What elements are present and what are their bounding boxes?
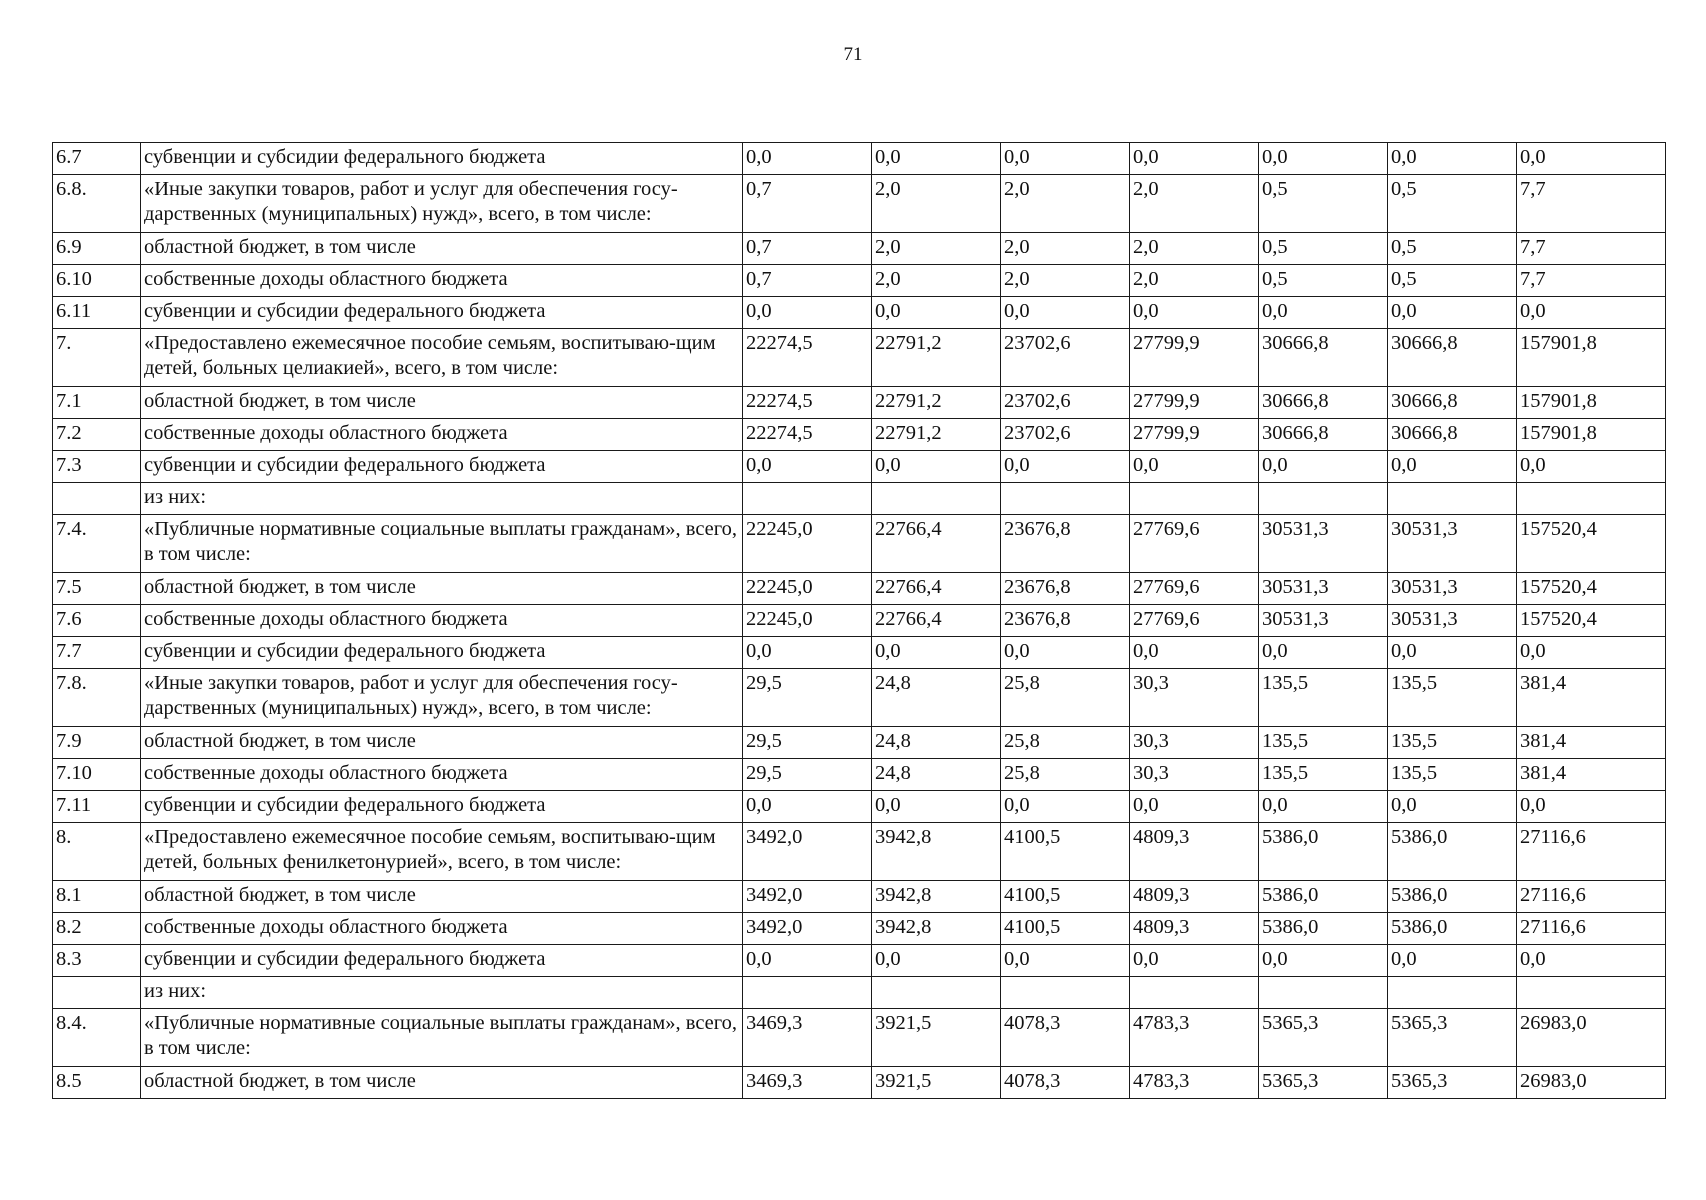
table-row	[53, 233, 1666, 265]
row-total-cell: 27116,6	[1517, 823, 1666, 881]
row-value-cell: 0,0	[1259, 451, 1388, 483]
row-value-cell	[743, 483, 872, 515]
row-total-cell: 27116,6	[1517, 881, 1666, 913]
row-value-cell: 30,3	[1130, 669, 1259, 727]
row-description-cell: собственные доходы областного бюджета	[141, 605, 743, 637]
table-row	[53, 727, 1666, 759]
row-description-cell: собственные доходы областного бюджета	[141, 265, 743, 297]
row-description-cell: областной бюджет, в том числе	[141, 881, 743, 913]
row-value-cell: 2,0	[1130, 233, 1259, 265]
row-value-cell: 0,0	[743, 451, 872, 483]
row-value-cell: 0,0	[1259, 297, 1388, 329]
row-value-cell: 30531,3	[1388, 515, 1517, 573]
row-value-cell	[1259, 483, 1388, 515]
row-value-cell: 3942,8	[872, 881, 1001, 913]
row-value-cell: 30,3	[1130, 727, 1259, 759]
row-total-cell: 26983,0	[1517, 1067, 1666, 1099]
row-value-cell: 4100,5	[1001, 913, 1130, 945]
row-value-cell: 2,0	[872, 175, 1001, 233]
table-row	[53, 1009, 1666, 1067]
row-value-cell: 2,0	[872, 265, 1001, 297]
table-row	[53, 515, 1666, 573]
row-value-cell: 24,8	[872, 759, 1001, 791]
row-total-cell	[1517, 977, 1666, 1009]
row-value-cell: 22245,0	[743, 605, 872, 637]
row-value-cell: 5365,3	[1259, 1009, 1388, 1067]
row-value-cell: 22274,5	[743, 387, 872, 419]
row-value-cell: 0,0	[1388, 297, 1517, 329]
row-value-cell: 0,7	[743, 233, 872, 265]
table-row	[53, 265, 1666, 297]
row-value-cell: 2,0	[1001, 233, 1130, 265]
table-row	[53, 483, 1666, 515]
row-code-cell: 7.2	[53, 419, 141, 451]
row-value-cell	[872, 483, 1001, 515]
row-value-cell: 3492,0	[743, 881, 872, 913]
row-value-cell: 24,8	[872, 669, 1001, 727]
row-description-cell: субвенции и субсидии федерального бюджета	[141, 637, 743, 669]
row-value-cell: 0,5	[1388, 175, 1517, 233]
table-row	[53, 419, 1666, 451]
row-code-cell: 7.1	[53, 387, 141, 419]
row-value-cell: 29,5	[743, 759, 872, 791]
table-body	[53, 143, 1666, 1099]
row-value-cell: 30531,3	[1259, 515, 1388, 573]
row-value-cell: 0,0	[1130, 945, 1259, 977]
row-code-cell	[53, 977, 141, 1009]
row-value-cell: 0,0	[1259, 637, 1388, 669]
row-code-cell	[53, 483, 141, 515]
row-value-cell: 3921,5	[872, 1009, 1001, 1067]
row-total-cell: 27116,6	[1517, 913, 1666, 945]
row-total-cell: 157901,8	[1517, 387, 1666, 419]
row-value-cell: 0,0	[1388, 451, 1517, 483]
row-description-cell: субвенции и субсидии федерального бюджета	[141, 945, 743, 977]
table-row	[53, 977, 1666, 1009]
row-value-cell: 4078,3	[1001, 1067, 1130, 1099]
row-total-cell: 157520,4	[1517, 515, 1666, 573]
row-description-cell: «Публичные нормативные социальные выплаты гражданам», всего, в том числе:	[141, 1009, 743, 1067]
row-value-cell: 24,8	[872, 727, 1001, 759]
row-description-cell: «Предоставлено ежемесячное пособие семьям, воспитываю-щим детей, больных фенилкетонурией», всего, в том числе:	[141, 823, 743, 881]
row-description-cell: из них:	[141, 483, 743, 515]
row-total-cell: 7,7	[1517, 175, 1666, 233]
row-value-cell: 22274,5	[743, 419, 872, 451]
row-value-cell: 25,8	[1001, 669, 1130, 727]
row-value-cell: 0,0	[1130, 451, 1259, 483]
row-code-cell: 7.9	[53, 727, 141, 759]
row-value-cell: 0,0	[872, 143, 1001, 175]
row-value-cell: 135,5	[1259, 727, 1388, 759]
row-value-cell: 29,5	[743, 727, 872, 759]
row-total-cell: 381,4	[1517, 727, 1666, 759]
row-code-cell: 7.8.	[53, 669, 141, 727]
row-value-cell: 0,0	[872, 297, 1001, 329]
row-value-cell	[1130, 977, 1259, 1009]
row-value-cell: 5386,0	[1388, 823, 1517, 881]
row-value-cell: 0,0	[872, 791, 1001, 823]
row-code-cell: 7.	[53, 329, 141, 387]
row-total-cell: 26983,0	[1517, 1009, 1666, 1067]
row-value-cell: 0,0	[743, 637, 872, 669]
row-value-cell	[872, 977, 1001, 1009]
row-value-cell: 5365,3	[1259, 1067, 1388, 1099]
row-value-cell: 0,0	[1388, 637, 1517, 669]
row-value-cell: 22274,5	[743, 329, 872, 387]
row-value-cell: 135,5	[1388, 759, 1517, 791]
row-value-cell: 25,8	[1001, 727, 1130, 759]
table-row	[53, 823, 1666, 881]
row-total-cell: 0,0	[1517, 791, 1666, 823]
row-code-cell: 6.9	[53, 233, 141, 265]
row-value-cell: 0,0	[1388, 791, 1517, 823]
row-value-cell: 0,5	[1388, 233, 1517, 265]
table-row	[53, 605, 1666, 637]
row-description-cell: областной бюджет, в том числе	[141, 233, 743, 265]
row-value-cell: 0,0	[1259, 143, 1388, 175]
row-value-cell	[1388, 977, 1517, 1009]
row-code-cell: 7.4.	[53, 515, 141, 573]
row-description-cell: субвенции и субсидии федерального бюджета	[141, 297, 743, 329]
row-total-cell: 7,7	[1517, 265, 1666, 297]
row-value-cell: 0,5	[1259, 265, 1388, 297]
row-description-cell: областной бюджет, в том числе	[141, 1067, 743, 1099]
row-code-cell: 8.	[53, 823, 141, 881]
row-code-cell: 6.8.	[53, 175, 141, 233]
row-value-cell: 4809,3	[1130, 823, 1259, 881]
row-value-cell: 0,0	[1001, 637, 1130, 669]
row-value-cell: 30531,3	[1259, 573, 1388, 605]
row-value-cell: 0,5	[1388, 265, 1517, 297]
row-value-cell: 27769,6	[1130, 605, 1259, 637]
row-value-cell: 4783,3	[1130, 1009, 1259, 1067]
row-value-cell: 30666,8	[1259, 419, 1388, 451]
row-value-cell: 25,8	[1001, 759, 1130, 791]
row-total-cell: 381,4	[1517, 669, 1666, 727]
row-value-cell: 5365,3	[1388, 1067, 1517, 1099]
row-value-cell: 30,3	[1130, 759, 1259, 791]
row-value-cell: 23702,6	[1001, 387, 1130, 419]
row-total-cell: 7,7	[1517, 233, 1666, 265]
table-row	[53, 637, 1666, 669]
row-total-cell: 157520,4	[1517, 573, 1666, 605]
table-row	[53, 573, 1666, 605]
row-total-cell: 0,0	[1517, 451, 1666, 483]
page-number: 71	[843, 44, 863, 65]
row-value-cell: 5386,0	[1259, 881, 1388, 913]
row-value-cell: 22766,4	[872, 605, 1001, 637]
row-value-cell: 0,0	[1388, 143, 1517, 175]
row-description-cell: из них:	[141, 977, 743, 1009]
row-code-cell: 7.5	[53, 573, 141, 605]
row-value-cell	[743, 977, 872, 1009]
row-total-cell: 0,0	[1517, 143, 1666, 175]
row-code-cell: 7.10	[53, 759, 141, 791]
row-description-cell: субвенции и субсидии федерального бюджета	[141, 143, 743, 175]
row-value-cell: 23676,8	[1001, 605, 1130, 637]
row-total-cell: 157520,4	[1517, 605, 1666, 637]
table-row	[53, 387, 1666, 419]
row-total-cell: 381,4	[1517, 759, 1666, 791]
row-value-cell: 23676,8	[1001, 573, 1130, 605]
row-value-cell: 3492,0	[743, 913, 872, 945]
row-value-cell: 3492,0	[743, 823, 872, 881]
row-value-cell: 30531,3	[1388, 605, 1517, 637]
row-value-cell: 22791,2	[872, 329, 1001, 387]
table-row	[53, 329, 1666, 387]
table-row	[53, 913, 1666, 945]
row-value-cell: 135,5	[1388, 669, 1517, 727]
row-value-cell: 4100,5	[1001, 823, 1130, 881]
row-value-cell: 22791,2	[872, 387, 1001, 419]
row-value-cell: 0,0	[872, 945, 1001, 977]
row-value-cell: 2,0	[1130, 175, 1259, 233]
row-value-cell: 22245,0	[743, 515, 872, 573]
row-code-cell: 6.7	[53, 143, 141, 175]
row-description-cell: «Публичные нормативные социальные выплаты гражданам», всего, в том числе:	[141, 515, 743, 573]
row-value-cell: 30666,8	[1388, 387, 1517, 419]
row-value-cell: 3469,3	[743, 1067, 872, 1099]
row-value-cell	[1130, 483, 1259, 515]
row-value-cell: 30666,8	[1388, 419, 1517, 451]
row-total-cell: 157901,8	[1517, 329, 1666, 387]
row-value-cell: 0,0	[1001, 143, 1130, 175]
row-value-cell: 23702,6	[1001, 419, 1130, 451]
row-description-cell: собственные доходы областного бюджета	[141, 419, 743, 451]
row-value-cell: 0,0	[1130, 297, 1259, 329]
row-code-cell: 8.2	[53, 913, 141, 945]
row-total-cell: 157901,8	[1517, 419, 1666, 451]
row-value-cell: 23676,8	[1001, 515, 1130, 573]
row-value-cell: 30531,3	[1388, 573, 1517, 605]
row-description-cell: областной бюджет, в том числе	[141, 387, 743, 419]
row-value-cell: 30666,8	[1259, 387, 1388, 419]
row-value-cell	[1001, 483, 1130, 515]
row-code-cell: 7.3	[53, 451, 141, 483]
row-code-cell: 7.6	[53, 605, 141, 637]
row-value-cell: 135,5	[1259, 759, 1388, 791]
row-total-cell	[1517, 483, 1666, 515]
row-value-cell: 0,0	[1259, 791, 1388, 823]
table-row	[53, 669, 1666, 727]
row-value-cell: 27799,9	[1130, 329, 1259, 387]
row-total-cell: 0,0	[1517, 297, 1666, 329]
row-value-cell: 4078,3	[1001, 1009, 1130, 1067]
row-value-cell: 3942,8	[872, 913, 1001, 945]
row-value-cell	[1001, 977, 1130, 1009]
row-value-cell: 5386,0	[1259, 913, 1388, 945]
row-description-cell: субвенции и субсидии федерального бюджета	[141, 451, 743, 483]
row-code-cell: 8.5	[53, 1067, 141, 1099]
row-value-cell: 5386,0	[1388, 881, 1517, 913]
row-value-cell	[1259, 977, 1388, 1009]
row-total-cell: 0,0	[1517, 945, 1666, 977]
row-description-cell: собственные доходы областного бюджета	[141, 759, 743, 791]
table-row	[53, 143, 1666, 175]
row-value-cell: 0,0	[743, 945, 872, 977]
row-value-cell: 4809,3	[1130, 881, 1259, 913]
table-row	[53, 451, 1666, 483]
row-value-cell: 135,5	[1388, 727, 1517, 759]
row-value-cell: 0,0	[872, 637, 1001, 669]
row-value-cell: 30666,8	[1259, 329, 1388, 387]
row-code-cell: 6.11	[53, 297, 141, 329]
row-value-cell: 30531,3	[1259, 605, 1388, 637]
row-code-cell: 7.11	[53, 791, 141, 823]
row-value-cell: 0,7	[743, 175, 872, 233]
row-value-cell: 3942,8	[872, 823, 1001, 881]
row-value-cell: 4783,3	[1130, 1067, 1259, 1099]
row-value-cell: 30666,8	[1388, 329, 1517, 387]
row-description-cell: субвенции и субсидии федерального бюджета	[141, 791, 743, 823]
row-value-cell: 0,0	[872, 451, 1001, 483]
row-value-cell	[1388, 483, 1517, 515]
row-value-cell: 0,0	[743, 143, 872, 175]
row-value-cell: 135,5	[1259, 669, 1388, 727]
row-value-cell: 5365,3	[1388, 1009, 1517, 1067]
row-value-cell: 0,0	[1388, 945, 1517, 977]
budget-table	[52, 142, 1666, 1099]
row-value-cell: 3469,3	[743, 1009, 872, 1067]
row-description-cell: областной бюджет, в том числе	[141, 727, 743, 759]
row-value-cell: 0,7	[743, 265, 872, 297]
row-value-cell: 3921,5	[872, 1067, 1001, 1099]
row-value-cell: 5386,0	[1388, 913, 1517, 945]
row-code-cell: 8.4.	[53, 1009, 141, 1067]
row-value-cell: 0,0	[743, 791, 872, 823]
row-value-cell: 2,0	[872, 233, 1001, 265]
row-value-cell: 27799,9	[1130, 387, 1259, 419]
row-value-cell: 0,0	[743, 297, 872, 329]
row-value-cell: 27769,6	[1130, 515, 1259, 573]
table-row	[53, 1067, 1666, 1099]
row-description-cell: «Иные закупки товаров, работ и услуг для обеспечения госу-дарственных (муниципальных) нужд», всего, в том числе:	[141, 175, 743, 233]
row-code-cell: 6.10	[53, 265, 141, 297]
table-row	[53, 881, 1666, 913]
row-value-cell: 0,0	[1001, 451, 1130, 483]
row-description-cell: областной бюджет, в том числе	[141, 573, 743, 605]
row-value-cell: 2,0	[1130, 265, 1259, 297]
row-value-cell: 0,0	[1259, 945, 1388, 977]
row-value-cell: 0,0	[1001, 791, 1130, 823]
row-value-cell: 22766,4	[872, 573, 1001, 605]
row-value-cell: 23702,6	[1001, 329, 1130, 387]
row-description-cell: «Иные закупки товаров, работ и услуг для обеспечения госу-дарственных (муниципальных) нужд», всего, в том числе:	[141, 669, 743, 727]
row-code-cell: 8.1	[53, 881, 141, 913]
row-description-cell: собственные доходы областного бюджета	[141, 913, 743, 945]
row-code-cell: 7.7	[53, 637, 141, 669]
row-value-cell: 22245,0	[743, 573, 872, 605]
row-value-cell: 5386,0	[1259, 823, 1388, 881]
row-value-cell: 0,5	[1259, 233, 1388, 265]
row-value-cell: 0,0	[1001, 297, 1130, 329]
row-value-cell: 29,5	[743, 669, 872, 727]
row-value-cell: 27769,6	[1130, 573, 1259, 605]
table-row	[53, 175, 1666, 233]
table-row	[53, 945, 1666, 977]
row-description-cell: «Предоставлено ежемесячное пособие семьям, воспитываю-щим детей, больных целиакией», всего, в том числе:	[141, 329, 743, 387]
row-code-cell: 8.3	[53, 945, 141, 977]
row-value-cell: 4100,5	[1001, 881, 1130, 913]
table-row	[53, 791, 1666, 823]
row-value-cell: 27799,9	[1130, 419, 1259, 451]
row-value-cell: 2,0	[1001, 265, 1130, 297]
row-value-cell: 4809,3	[1130, 913, 1259, 945]
row-value-cell: 22766,4	[872, 515, 1001, 573]
row-value-cell: 0,0	[1130, 637, 1259, 669]
row-value-cell: 0,0	[1130, 791, 1259, 823]
row-value-cell: 2,0	[1001, 175, 1130, 233]
row-value-cell: 0,0	[1130, 143, 1259, 175]
row-value-cell: 22791,2	[872, 419, 1001, 451]
table-row	[53, 297, 1666, 329]
table-row	[53, 759, 1666, 791]
row-total-cell: 0,0	[1517, 637, 1666, 669]
row-value-cell: 0,0	[1001, 945, 1130, 977]
row-value-cell: 0,5	[1259, 175, 1388, 233]
